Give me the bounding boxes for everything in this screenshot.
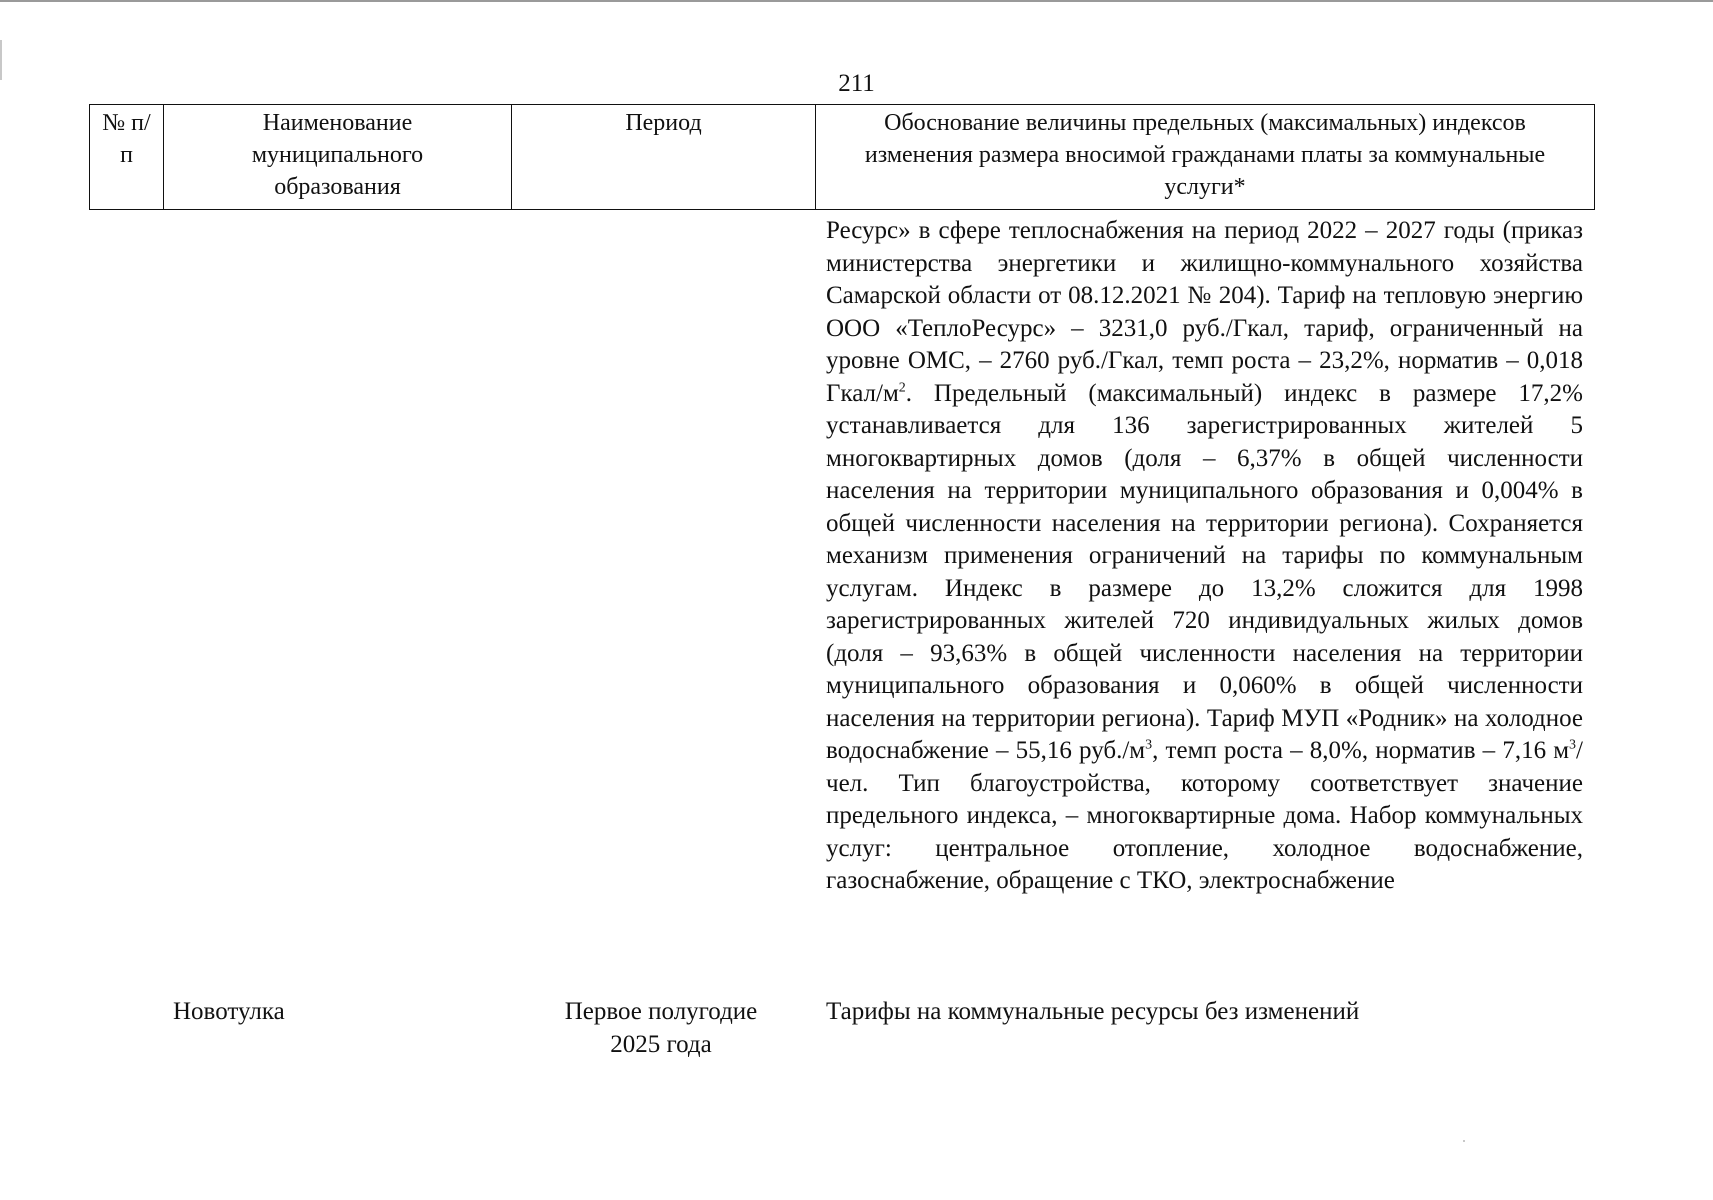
justification-part-1: Ресурс» в сфере теплоснабжения на период 2022 – 2027 годы (приказ министерства энергетики и жилищно-коммунального хозяйства Самарской области от 08.12.2021 № 204). Тариф на тепловую энергию ООО «ТеплоРесурс» – 3231,0 руб./Гкал, тариф, ограниченный на уровне ОМС, – 2760 руб./Гкал, темп роста – 23,2%, норматив – 0,018 Гкал/м [826,217,1583,407]
scan-dot-mark [1463,1140,1465,1142]
header-number: № п/п [102,110,151,168]
table-header [89,104,1595,210]
justification-continuation [826,215,1583,898]
justification-part-3: , темп роста – 8,0%, норматив – 7,16 м [1152,737,1570,764]
justification-part-2: . Предельный (максимальный) индекс в размере 17,2% устанавливается для 136 зарегистрированных жителей 5 многоквартирных домов (доля – 6,37% в общей численности населения на территории муниципального образования и 0,004% в общей численности населения на территории региона). Сохраняется механизм применения ограничений на тарифы по коммунальным услугам. Индекс в размере до 13,2% сложится для 1998 зарегистрированных жителей 720 индивидуальных жилых домов (доля – 93,63% в общей численности населения на территории муниципального образования и 0,060% в общей численности населения на территории региона). Тариф МУП «Родник» на холодное водоснабжение – 55,16 руб./м [826,379,1583,764]
justification-value: Тарифы на коммунальные ресурсы без изменений [826,998,1360,1025]
municipality-name: Новотулка [173,998,285,1025]
scan-top-edge [0,0,1713,2]
header-period: Период [511,105,815,209]
superscript-3b: 3 [1569,737,1577,753]
superscript-2: 2 [898,380,906,396]
superscript-3a: 3 [1145,737,1153,753]
period-value: Первое полугодие 2025 года [564,998,758,1058]
header-municipality: Наименование муниципального образования [163,105,511,209]
header-justification: Обоснование величины предельных (максимальных) индексов изменения размера вносимой гражданами платы за коммунальные услуги* [815,105,1594,209]
page-number: 211 [838,70,875,97]
justification-part-4: /чел. Тип благоустройства, которому соответствует значение предельного индекса, – многоквартирные дома. Набор коммунальных услуг: центральное отопление, холодное водоснабжение, газоснабжение, обращение с ТКО, электроснабжение [826,737,1583,894]
